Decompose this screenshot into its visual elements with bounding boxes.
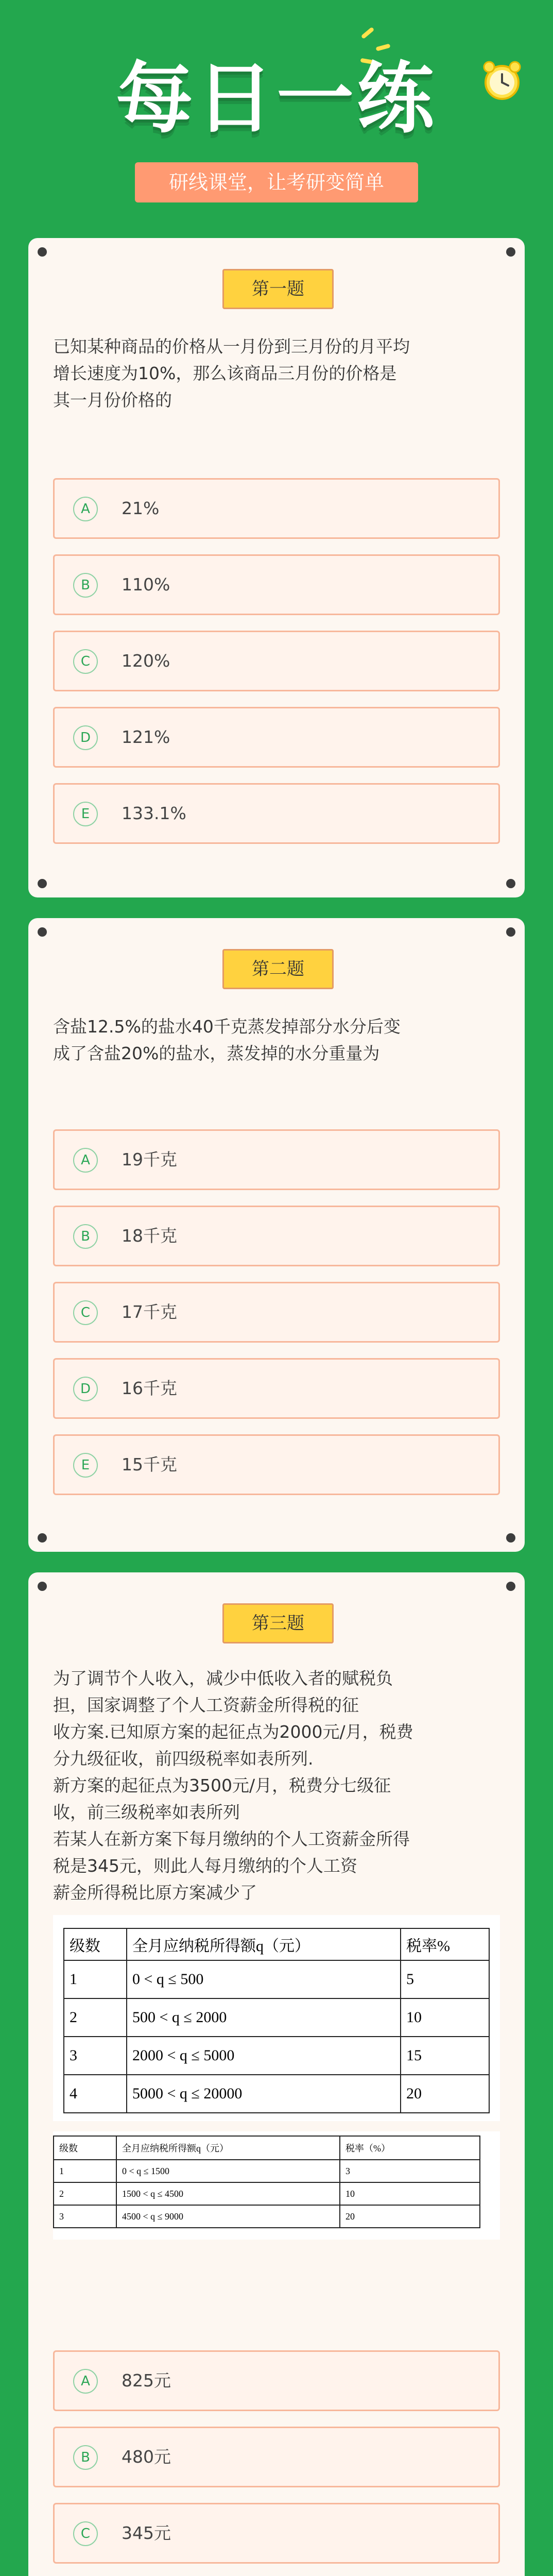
table-cell: 10	[401, 1998, 489, 2037]
option-e[interactable]	[53, 1434, 500, 1495]
corner-dot	[506, 1582, 515, 1591]
question-line: 收，前三级税率如表所列	[53, 1802, 240, 1822]
question-badge: 第三题	[222, 1603, 334, 1643]
option-b[interactable]	[53, 554, 500, 615]
option-a[interactable]	[53, 2350, 500, 2411]
table-header: 级数	[54, 2136, 116, 2160]
question-line: 新方案的起征点为3500元/月，税费分七级征	[53, 1775, 391, 1795]
tax-table-image-new	[53, 2131, 500, 2240]
alarm-clock-icon	[479, 57, 525, 103]
tax-rate-table-new	[53, 2136, 480, 2228]
table-cell: 2	[64, 1998, 127, 2037]
table-cell: 3	[340, 2160, 480, 2182]
option-letter: A	[73, 2369, 98, 2394]
table-cell: 4	[64, 2075, 127, 2113]
question-card-2	[28, 918, 525, 1552]
question-line: 其一月份价格的	[53, 390, 172, 410]
question-text	[53, 1665, 500, 1906]
option-text: 18千克	[122, 1226, 177, 1246]
option-letter: A	[73, 497, 98, 521]
option-a[interactable]	[53, 478, 500, 539]
table-cell: 0 < q ≤ 500	[127, 1960, 401, 1998]
table-cell: 2	[54, 2182, 116, 2205]
option-text: 120%	[122, 651, 170, 671]
option-text: 17千克	[122, 1302, 177, 1322]
table-cell: 1500 < q ≤ 4500	[116, 2182, 340, 2205]
question-line: 含盐12.5%的盐水40千克蒸发掉部分水分后变	[53, 1016, 401, 1037]
option-text: 480元	[122, 2447, 171, 2467]
option-b[interactable]	[53, 2427, 500, 2487]
option-d[interactable]	[53, 1358, 500, 1419]
question-card-1	[28, 238, 525, 897]
table-cell: 1	[64, 1960, 127, 1998]
table-cell: 20	[340, 2205, 480, 2228]
corner-dot	[38, 879, 47, 888]
question-line: 成了含盐20%的盐水，蒸发掉的水分重量为	[53, 1043, 380, 1063]
table-cell: 5	[401, 1960, 489, 1998]
option-d[interactable]	[53, 707, 500, 768]
corner-dot	[506, 247, 515, 257]
corner-dot	[506, 879, 515, 888]
option-letter: B	[73, 2445, 98, 2470]
option-letter: A	[73, 1148, 98, 1173]
subtitle-banner: 研线课堂，让考研变简单	[135, 162, 418, 202]
question-badge: 第一题	[222, 269, 334, 309]
option-c[interactable]	[53, 2503, 500, 2564]
table-cell: 2000 < q ≤ 5000	[127, 2037, 401, 2075]
option-letter: B	[73, 573, 98, 598]
option-letter: C	[73, 1300, 98, 1325]
option-text: 345元	[122, 2523, 171, 2543]
table-header: 级数	[64, 1928, 127, 1960]
option-text: 121%	[122, 727, 170, 747]
option-letter: D	[73, 725, 98, 750]
tax-table-image-old	[53, 1915, 500, 2121]
option-letter: B	[73, 1224, 98, 1249]
question-line: 担，国家调整了个人工资薪金所得税的征	[53, 1695, 359, 1715]
table-cell: 5000 < q ≤ 20000	[127, 2075, 401, 2113]
question-line: 分九级征收，前四级税率如表所列.	[53, 1749, 314, 1769]
header	[0, 0, 553, 216]
corner-dot	[38, 1533, 47, 1543]
corner-dot	[38, 927, 47, 937]
table-cell: 4500 < q ≤ 9000	[116, 2205, 340, 2228]
question-line: 已知某种商品的价格从一月份到三月份的月平均	[53, 336, 410, 357]
option-text: 110%	[122, 574, 170, 595]
table-cell: 20	[401, 2075, 489, 2113]
table-header: 全月应纳税所得额q（元）	[127, 1928, 401, 1960]
table-cell: 1	[54, 2160, 116, 2182]
table-header: 税率（%）	[340, 2136, 480, 2160]
table-cell: 10	[340, 2182, 480, 2205]
question-line: 税是345元，则此人每月缴纳的个人工资	[53, 1856, 357, 1876]
question-line: 薪金所得税比原方案减少了	[53, 1883, 257, 1903]
question-text	[53, 1013, 500, 1067]
table-cell: 3	[64, 2037, 127, 2075]
question-badge: 第二题	[222, 949, 334, 989]
option-letter: C	[73, 2521, 98, 2546]
option-letter: E	[73, 1453, 98, 1478]
table-header: 税率%	[401, 1928, 489, 1960]
question-line: 为了调节个人收入，减少中低收入者的赋税负	[53, 1668, 393, 1688]
table-header: 全月应纳税所得额q（元）	[116, 2136, 340, 2160]
page-title: 每日一练	[115, 54, 437, 144]
option-c[interactable]	[53, 631, 500, 691]
option-text: 825元	[122, 2370, 171, 2391]
option-letter: E	[73, 802, 98, 826]
corner-dot	[38, 247, 47, 257]
table-cell: 15	[401, 2037, 489, 2075]
option-a[interactable]	[53, 1129, 500, 1190]
option-c[interactable]	[53, 1282, 500, 1343]
option-text: 21%	[122, 498, 160, 518]
question-text	[53, 333, 500, 414]
question-line: 收方案.已知原方案的起征点为2000元/月，税费	[53, 1722, 413, 1742]
question-line: 若某人在新方案下每月缴纳的个人工资薪金所得	[53, 1829, 410, 1849]
corner-dot	[506, 927, 515, 937]
option-letter: C	[73, 649, 98, 674]
corner-dot	[506, 1533, 515, 1543]
question-line: 增长速度为10%，那么该商品三月份的价格是	[53, 363, 397, 383]
option-text: 19千克	[122, 1149, 177, 1170]
option-b[interactable]	[53, 1206, 500, 1266]
option-e[interactable]	[53, 783, 500, 844]
option-text: 15千克	[122, 1454, 177, 1475]
corner-dot	[38, 1582, 47, 1591]
table-cell: 3	[54, 2205, 116, 2228]
question-card-3	[28, 1572, 525, 2576]
table-cell: 0 < q ≤ 1500	[116, 2160, 340, 2182]
option-text: 16千克	[122, 1378, 177, 1398]
table-cell: 500 < q ≤ 2000	[127, 1998, 401, 2037]
tax-rate-table-old	[63, 1928, 490, 2113]
option-letter: D	[73, 1377, 98, 1401]
option-text: 133.1%	[122, 803, 186, 823]
